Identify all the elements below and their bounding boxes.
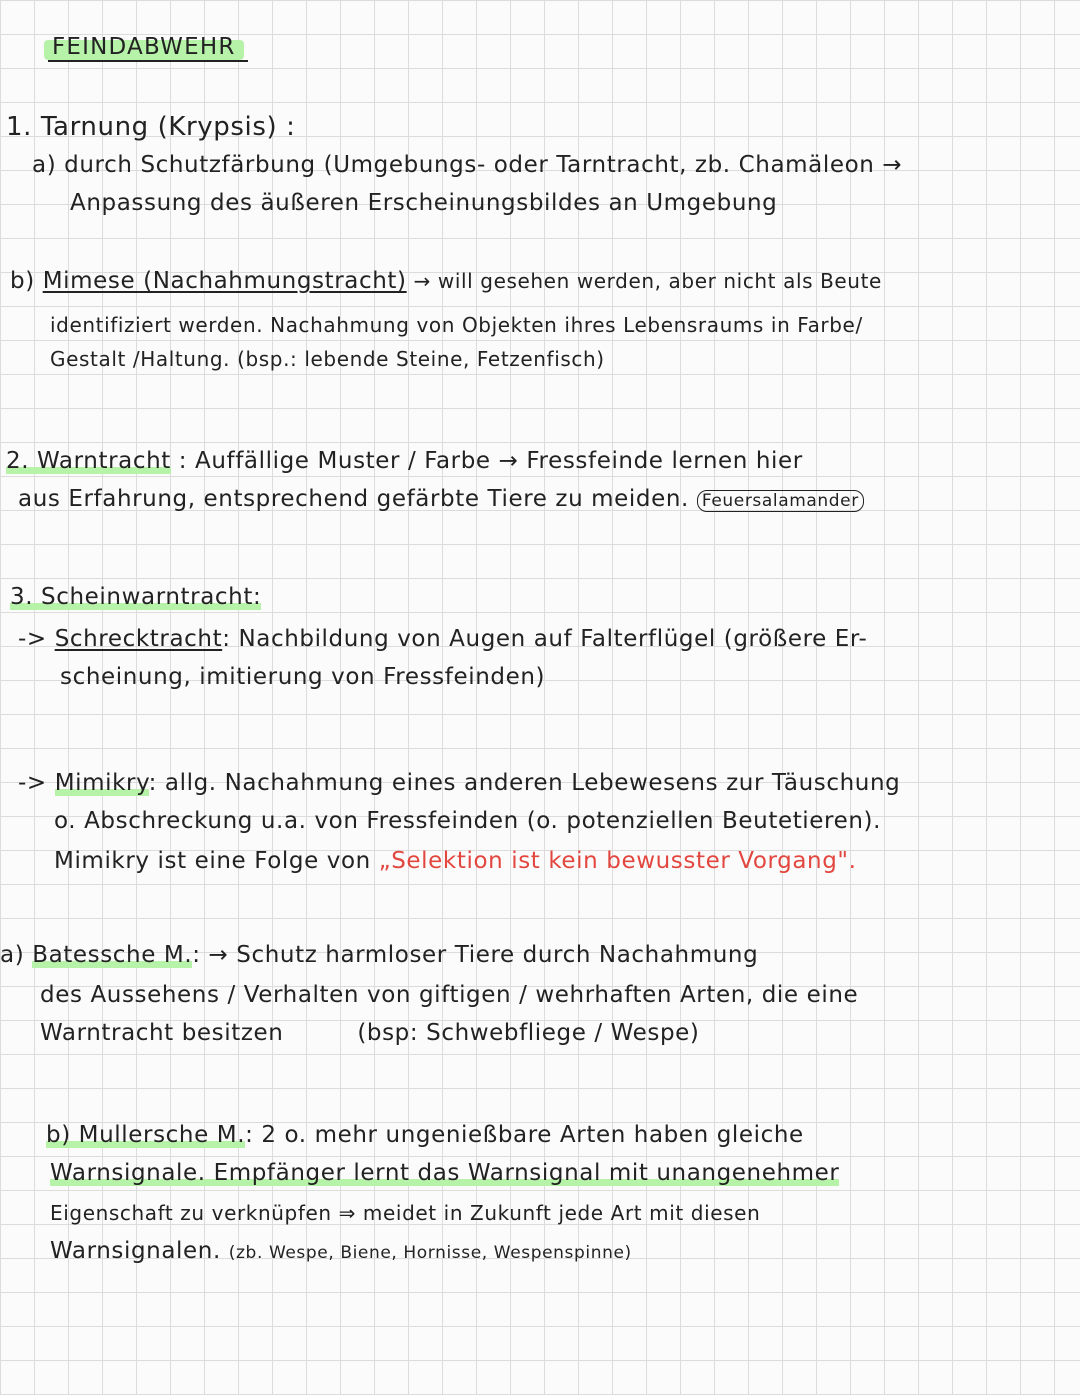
tarnung-heading-text: 1. Tarnung (Krypsis) [6, 112, 278, 142]
schrecktracht-line2: scheinung, imitierung von Fressfeinden) [60, 664, 546, 690]
bates-line2: des Aussehens / Verhalten von giftigen / wehrhaften Arten, die eine [40, 982, 859, 1008]
tarnung-heading [6, 112, 296, 142]
bates-line3 [40, 1018, 700, 1048]
muller-line3: Eigenschaft zu verknüpfen ⇒ meidet in Zukunft jede Art mit diesen [50, 1201, 761, 1225]
scheinwarntracht-heading-text: 3. Scheinwarntracht: [10, 584, 262, 610]
tarnung-b-line3: Gestalt /Haltung. (bsp.: lebende Steine, Fetzenfisch) [50, 347, 605, 371]
tarnung-a-line2: Anpassung des äußeren Erscheinungsbildes an Umgebung [70, 190, 778, 216]
muller-term: b) Mullersche M. [46, 1122, 246, 1148]
mimikry-term: Mimikry [54, 770, 149, 796]
muller-line1-rest: : 2 o. mehr ungenießbare Arten haben gleiche [245, 1122, 804, 1148]
warntracht-line2-text: aus Erfahrung, entsprechend gefärbte Tiere zu meiden. [18, 486, 689, 512]
muller-line2 [50, 1158, 839, 1188]
scheinwarntracht-heading [10, 582, 261, 612]
bates-line1 [0, 940, 758, 970]
warntracht-line1 [6, 446, 803, 476]
page-title: FEINDABWEHR [48, 34, 248, 62]
mimikry-line3-start: Mimikry ist eine Folge von [54, 848, 379, 874]
bates-line3-text: Warntracht besitzen [40, 1020, 284, 1046]
bates-term: Batessche M. [32, 942, 193, 968]
warntracht-line2 [18, 484, 864, 516]
mimikry-selection-quote: „Selektion ist kein bewusster Vorgang". [378, 848, 857, 874]
mimikry-line3 [54, 846, 857, 876]
mimese-term: Mimese (Nachahmungstracht) [42, 268, 407, 294]
bates-example: (bsp: Schwebfliege / Wespe) [357, 1020, 700, 1046]
muller-line4-text: Warnsignalen. [50, 1238, 221, 1264]
muller-line2-text: Warnsignale. Empfänger lernt das Warnsignal mit unangenehmer [50, 1160, 840, 1186]
tarnung-b-line1 [10, 266, 882, 296]
muller-line4 [50, 1236, 632, 1268]
warntracht-example: Feuersalamander [697, 490, 864, 512]
mimikry-line2: o. Abschreckung u.a. von Fressfeinden (o. potenziellen Beutetieren). [54, 808, 882, 834]
tarnung-b-label: b) [10, 268, 43, 294]
schrecktracht-term: Schrecktracht [54, 626, 223, 652]
bates-line1-rest: : → Schutz harmloser Tiere durch Nachahmung [192, 942, 759, 968]
schrecktracht-line1-rest: : Nachbildung von Augen auf Falterflügel (größere Er- [222, 626, 868, 652]
warntracht-term: 2. Warntracht [6, 448, 171, 474]
tarnung-b-line2: identifiziert werden. Nachahmung von Objekten ihres Lebensraums in Farbe/ [50, 313, 863, 337]
muller-example: (zb. Wespe, Biene, Hornisse, Wespenspinne) [228, 1243, 632, 1263]
schrecktracht-arrow: -> [18, 626, 55, 652]
mimikry-line1-rest: : allg. Nachahmung eines anderen Lebewesens zur Täuschung [148, 770, 901, 796]
schrecktracht-line1 [18, 624, 867, 654]
mimikry-arrow: -> [18, 770, 55, 796]
tarnung-a-line1: a) durch Schutzfärbung (Umgebungs- oder Tarntracht, zb. Chamäleon → [32, 152, 903, 178]
mimikry-line1 [18, 768, 900, 798]
mimese-line1-rest: → will gesehen werden, aber nicht als Beute [406, 269, 882, 293]
bates-label: a) [0, 942, 33, 968]
warntracht-line1-rest: : Auffällige Muster / Farbe → Fressfeinde lernen hier [170, 448, 803, 474]
tarnung-heading-colon: : [286, 112, 296, 142]
muller-line1 [46, 1120, 804, 1150]
